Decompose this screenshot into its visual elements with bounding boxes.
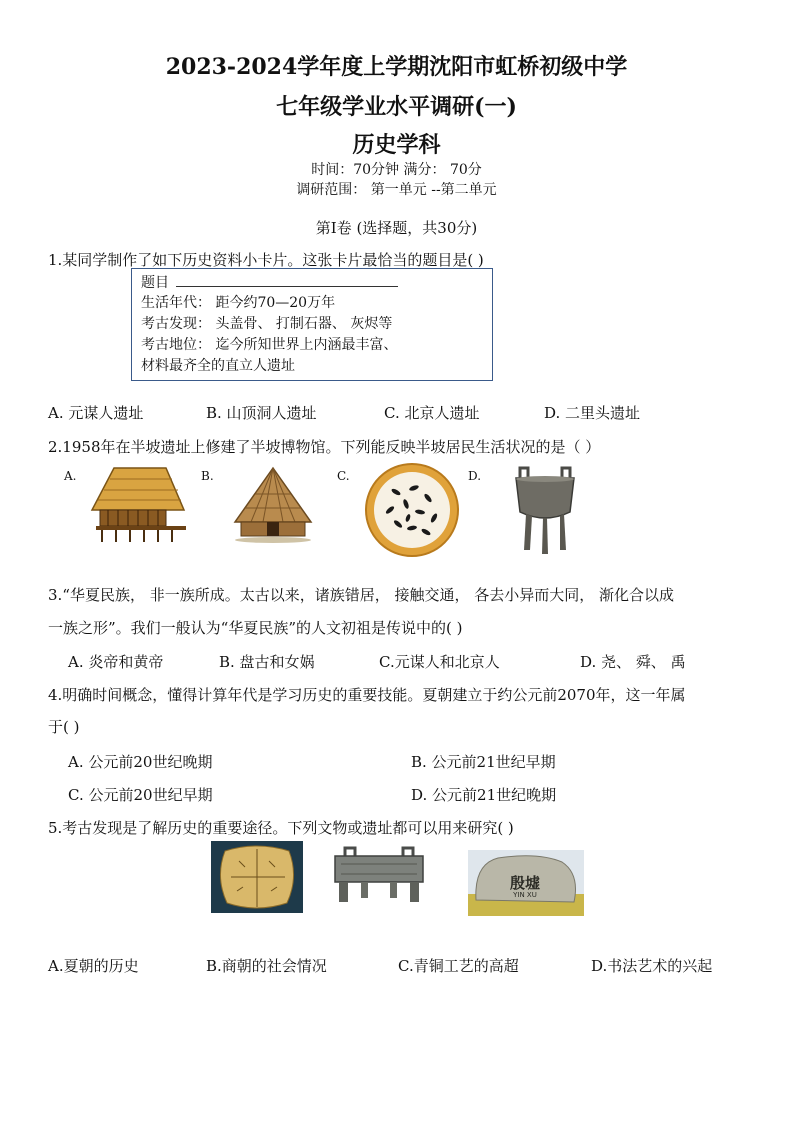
q4-option-b[interactable]: B. 公元前21世纪早期: [411, 753, 556, 771]
card-title: 题目: [141, 275, 169, 291]
q2-label-d[interactable]: D.: [468, 469, 482, 483]
q1-info-card: [131, 268, 493, 381]
bronze-ding-image[interactable]: [510, 464, 580, 556]
title-blank-line: [176, 286, 398, 287]
q3-stem-line2: 一族之形”。我们一般认为“华夏民族”的人文初祖是传说中的( ): [48, 619, 463, 637]
exam-title: 2023-2024学年度上学期沈阳市虹桥初级中学: [165, 54, 628, 80]
section-heading: 第Ⅰ卷 (选择题，共30分): [315, 219, 478, 237]
card-finds: 考古发现： 头盖骨、 打制石器、 灰烬等: [141, 316, 393, 332]
subject-title: 历史学科: [352, 132, 441, 158]
q1-stem: 1.某同学制作了如下历史资料小卡片。这张卡片最恰当的题目是( ): [48, 251, 484, 269]
scope: 调研范围： 第一单元 --第二单元: [296, 182, 497, 198]
q3-option-c[interactable]: C.元谋人和北京人: [379, 653, 500, 671]
time-score: 时间：70分钟 满分： 70分: [311, 162, 482, 178]
stone-pinyin: YIN XU: [513, 891, 537, 899]
q4-stem-line2: 于( ): [48, 718, 80, 736]
card-status-cont: 材料最齐全的直立人遗址: [141, 358, 295, 374]
q3-option-a[interactable]: A. 炎帝和黄帝: [68, 653, 164, 671]
q4-option-d[interactable]: D. 公元前21世纪晚期: [411, 786, 557, 804]
q2-label-b[interactable]: B.: [201, 469, 214, 483]
bronze-fangding-image: [327, 846, 431, 904]
q5-option-a[interactable]: A.夏朝的历史: [48, 957, 139, 975]
q4-stem-line1: 4.明确时间概念，懂得计算年代是学习历史的重要技能。夏朝建立于约公元前2070年，这一年属: [48, 686, 686, 704]
oracle-bone-image: [211, 841, 303, 913]
q5-option-c[interactable]: C.青铜工艺的高超: [398, 957, 519, 975]
q5-option-b[interactable]: B.商朝的社会情况: [206, 957, 327, 975]
q1-option-b[interactable]: B. 山顶洞人遗址: [206, 404, 317, 422]
q5-stem: 5.考古发现是了解历史的重要途径。下列文物或遗址都可以用来研究( ): [48, 819, 514, 837]
card-era: 生活年代： 距今约70—20万年: [141, 295, 336, 311]
stilt-house-image[interactable]: [84, 462, 189, 544]
q5-option-d[interactable]: D.书法艺术的兴起: [591, 957, 713, 975]
q2-label-c[interactable]: C.: [337, 469, 350, 483]
q4-option-c[interactable]: C. 公元前20世纪早期: [68, 786, 213, 804]
grain-plate-image[interactable]: [362, 462, 462, 558]
q1-option-a[interactable]: A. 元谋人遗址: [48, 404, 144, 422]
q2-stem: 2.1958年在半坡遗址上修建了半坡博物馆。下列能反映半坡居民生活状况的是（ ）: [48, 438, 601, 456]
q2-label-a[interactable]: A.: [64, 469, 77, 483]
q3-option-d[interactable]: D. 尧、 舜、 禹: [580, 653, 686, 671]
q1-option-c[interactable]: C. 北京人遗址: [384, 404, 480, 422]
exam-subtitle: 七年级学业水平调研(一): [276, 94, 517, 120]
card-status: 考古地位： 迄今所知世界上内涵最丰富、: [141, 337, 398, 353]
stone-inscription: 殷墟: [509, 874, 540, 892]
q3-stem-line1: 3.“华夏民族， 非一族所成。太古以来，诸族错居， 接触交通， 各去小异而大同， 渐化合以成: [48, 586, 675, 604]
thatched-hut-image[interactable]: [231, 464, 315, 544]
q4-option-a[interactable]: A. 公元前20世纪晚期: [68, 753, 213, 771]
q1-option-d[interactable]: D. 二里头遗址: [544, 404, 641, 422]
q3-option-b[interactable]: B. 盘古和女娲: [219, 653, 315, 671]
